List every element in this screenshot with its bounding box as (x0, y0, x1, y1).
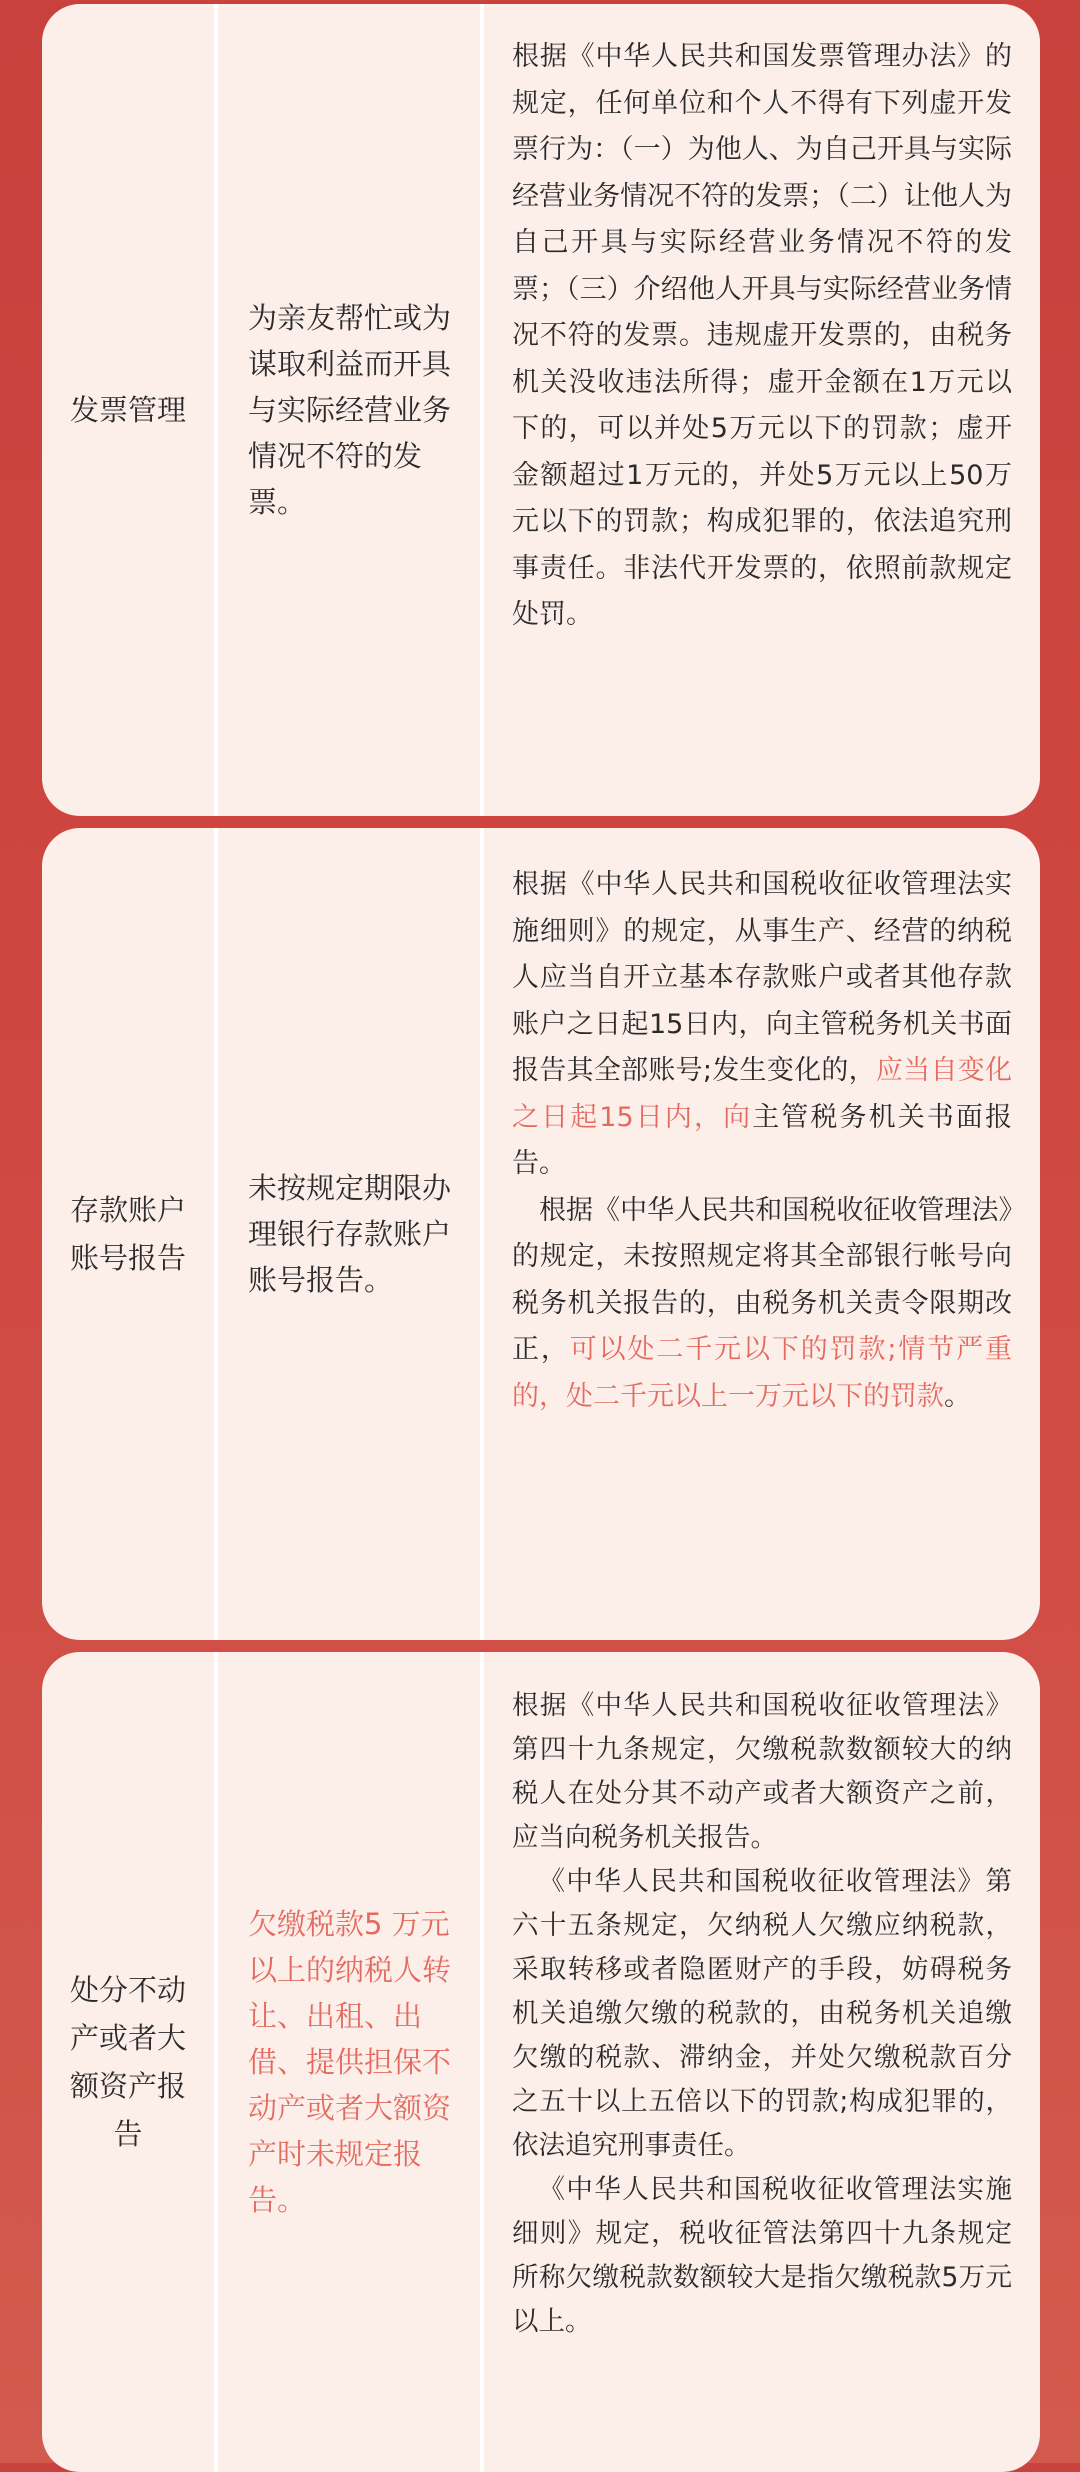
violation-text: 欠缴税款5 万元以上的纳税人转让、出租、出借、提供担保不动产或者大额资产时未规定报告。 (248, 1907, 452, 2217)
table-row-asset-disposal-report (42, 1652, 1040, 2472)
penalty-paragraph-3: 《中华人民共和国税收征收管理法实施细则》规定，税收征管法第四十九条规定所称欠缴税款数额较大是指欠缴税款5万元以上。 (512, 2174, 1012, 2337)
violation-cell (218, 1652, 480, 2472)
category-cell (42, 1652, 214, 2472)
penalty-text: 根据《中华人民共和国发票管理办法》的规定，任何单位和个人不得有下列虚开发票行为：（一）为他人、为自己开具与实际经营业务情况不符的发票；（二）让他人为自己开具与实际经营业务情况不符的发票；（三）介绍他人开具与实际经营业务情况不符的发票。违规虚开发票的，由税务机关没收违法所得；虚开金额在1万元以下的，可以并处5万元以下的罚款；虚开金额超过1万元的，并处5万元以上50万元以下的罚款；构成犯罪的，依法追究刑事责任。非法代开发票的，依照前款规定处罚。 (512, 41, 1012, 630)
penalty-text: 根据《中华人民共和国税收征收管理法实施细则》的规定，从事生产、经营的纳税人应当自开立基本存款账户或者其他存款账户之日起15日内，向主管税务机关书面报告其全部账号;发生变化的， (512, 869, 1012, 1086)
violation-text: 为亲友帮忙或为谋取利益而开具与实际经营业务情况不符的发票。 (248, 301, 452, 519)
penalty-text: 根据《中华人民共和国税收征收管理法》的规定，未按照规定将其全部银行帐号向税务机关报告的，由税务机关责令限期改正， (512, 1194, 1012, 1365)
penalty-cell (484, 12, 1040, 812)
category-cell (42, 828, 214, 1640)
penalty-highlight: 应当自变化之日起15日内，向 (512, 1055, 1012, 1133)
penalty-highlight: 可以处二千元以下的罚款;情节严重的，处二千元以上一万元以下的罚款 (512, 1334, 1013, 1412)
table-row-deposit-account-report (42, 828, 1040, 1640)
category-label: 处分不动产或者大额资产报告 (69, 1973, 186, 2151)
penalty-paragraph-2: 《中华人民共和国税收征收管理法》第六十五条规定，欠纳税人欠缴应纳税款，采取转移或者隐匿财产的手段，妨碍税务机关追缴欠缴的税款的，由税务机关追缴欠缴的税款、滞纳金，并处欠缴税款百分之五十以上五倍以下的罚款;构成犯罪的，依法追究刑事责任。 (512, 1866, 1012, 2161)
table-row-invoice-management (42, 4, 1040, 816)
category-cell (42, 4, 214, 816)
penalty-cell (484, 1662, 1040, 2462)
penalty-cell (484, 840, 1040, 1636)
violation-cell (218, 4, 480, 816)
penalty-text: 。 (944, 1380, 971, 1412)
violation-cell (218, 828, 480, 1640)
penalty-paragraph-1: 根据《中华人民共和国税收征收管理法》第四十九条规定，欠缴税款数额较大的纳税人在处分其不动产或者大额资产之前，应当向税务机关报告。 (512, 1690, 1012, 1853)
penalty-text: 主管税务机关书面报告。 (512, 1101, 1013, 1179)
penalty-paragraph-2 (512, 1188, 1012, 1421)
category-label: 发票管理 (69, 393, 186, 427)
category-label: 存款账户账号报告 (69, 1193, 186, 1275)
violation-text: 未按规定期限办理银行存款账户账号报告。 (248, 1171, 452, 1297)
penalty-paragraph-1 (512, 862, 1012, 1188)
